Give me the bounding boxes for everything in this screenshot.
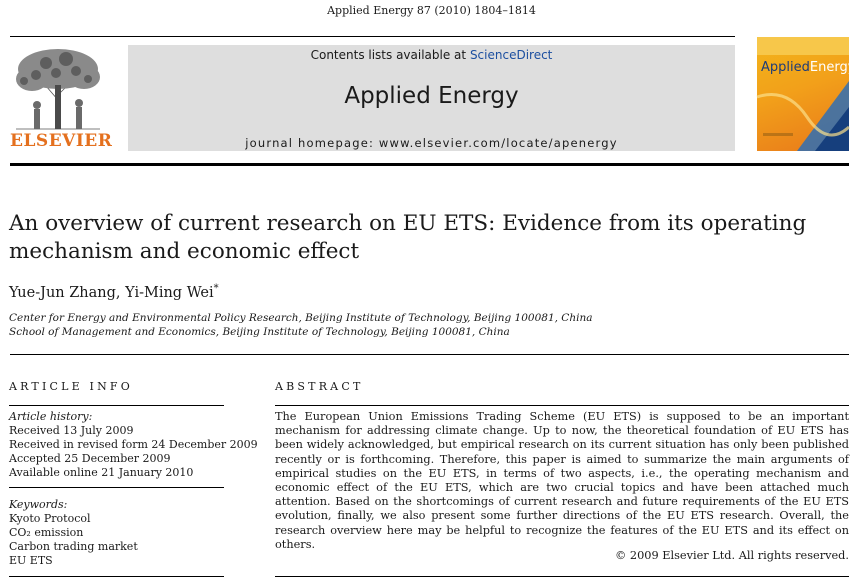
contents-line: [128, 48, 735, 62]
abstract-bottom-rule: [275, 576, 849, 577]
affiliation-2: School of Management and Economics, Beijing Institute of Technology, Beijing 100081, China: [9, 326, 510, 338]
keyword-item: EU ETS: [9, 554, 53, 567]
history-accepted: Accepted 25 December 2009: [9, 452, 171, 465]
journal-title: Applied Energy: [344, 83, 519, 109]
article-info-rule: [9, 405, 224, 406]
article-info-heading: ARTICLE INFO: [9, 380, 133, 393]
contents-prefix: Contents lists available at: [310, 48, 470, 62]
journal-cover: [757, 37, 856, 151]
keyword-item: CO₂ emission: [9, 526, 84, 539]
abstract-text: The European Union Emissions Trading Scheme (EU ETS) is supposed to be an important mechanism for addressing climate change. Up to now, the theoretical foundation of EU ETS has been widely acknowledged, but empirical research on its current situation has only been published recently or is forthcoming. Therefore, this paper is aimed to summarize the main arguments of empirical studies on the EU ETS, in terms of two aspects, i.e., the operating mechanism and economic effect of the EU ETS, which are two crucial topics and have been attached much attention. Based on the shortcomings of current research and future requirements of the EU ETS evolution, finally, we also present some further directions of the EU ETS research. Overall, the research overview here may be helpful to recognize the features of the EU ETS and its effect on others.: [275, 410, 849, 551]
tree-icon: [10, 45, 106, 131]
copyright-notice: © 2009 Elsevier Ltd. All rights reserved.: [615, 549, 849, 562]
author-names: Yue-Jun Zhang, Yi-Ming Wei: [9, 284, 214, 301]
abstract-rule: [275, 405, 849, 406]
affiliation-1: Center for Energy and Environmental Policy Research, Beijing Institute of Technology, Beijing 100081, China: [9, 312, 593, 324]
cover-title-part2: Energy: [809, 60, 856, 75]
section-divider: [10, 354, 849, 355]
history-received: Received 13 July 2009: [9, 424, 134, 437]
info-bottom-rule: [9, 576, 224, 577]
journal-citation: Applied Energy 87 (2010) 1804–1814: [327, 4, 536, 17]
history-revised: Received in revised form 24 December 2009: [9, 438, 258, 451]
keywords-label: Keywords:: [9, 498, 68, 511]
corresponding-author-mark[interactable]: *: [213, 283, 219, 294]
keyword-item: Carbon trading market: [9, 540, 138, 553]
keywords-rule: [9, 487, 224, 488]
journal-homepage[interactable]: journal homepage: www.elsevier.com/locate/apenergy: [245, 136, 618, 150]
sciencedirect-link[interactable]: ScienceDirect: [469, 48, 553, 62]
history-online: Available online 21 January 2010: [9, 466, 194, 479]
article-authors: [9, 283, 219, 301]
cover-title-part1: Applied: [761, 60, 810, 75]
publisher-name: ELSEVIER: [10, 131, 113, 151]
history-label: Article history:: [9, 410, 93, 423]
cover-art-icon: [757, 37, 849, 151]
header-divider: [10, 36, 735, 37]
journal-banner: [128, 45, 735, 151]
masthead-rule: [10, 163, 849, 166]
abstract-heading: ABSTRACT: [275, 380, 364, 393]
article-title: An overview of current research on EU ETS: Evidence from its operating mechanism and economic effect: [9, 211, 807, 264]
elsevier-logo: [10, 45, 113, 151]
cover-title: [761, 60, 855, 75]
keyword-item: Kyoto Protocol: [9, 512, 91, 525]
